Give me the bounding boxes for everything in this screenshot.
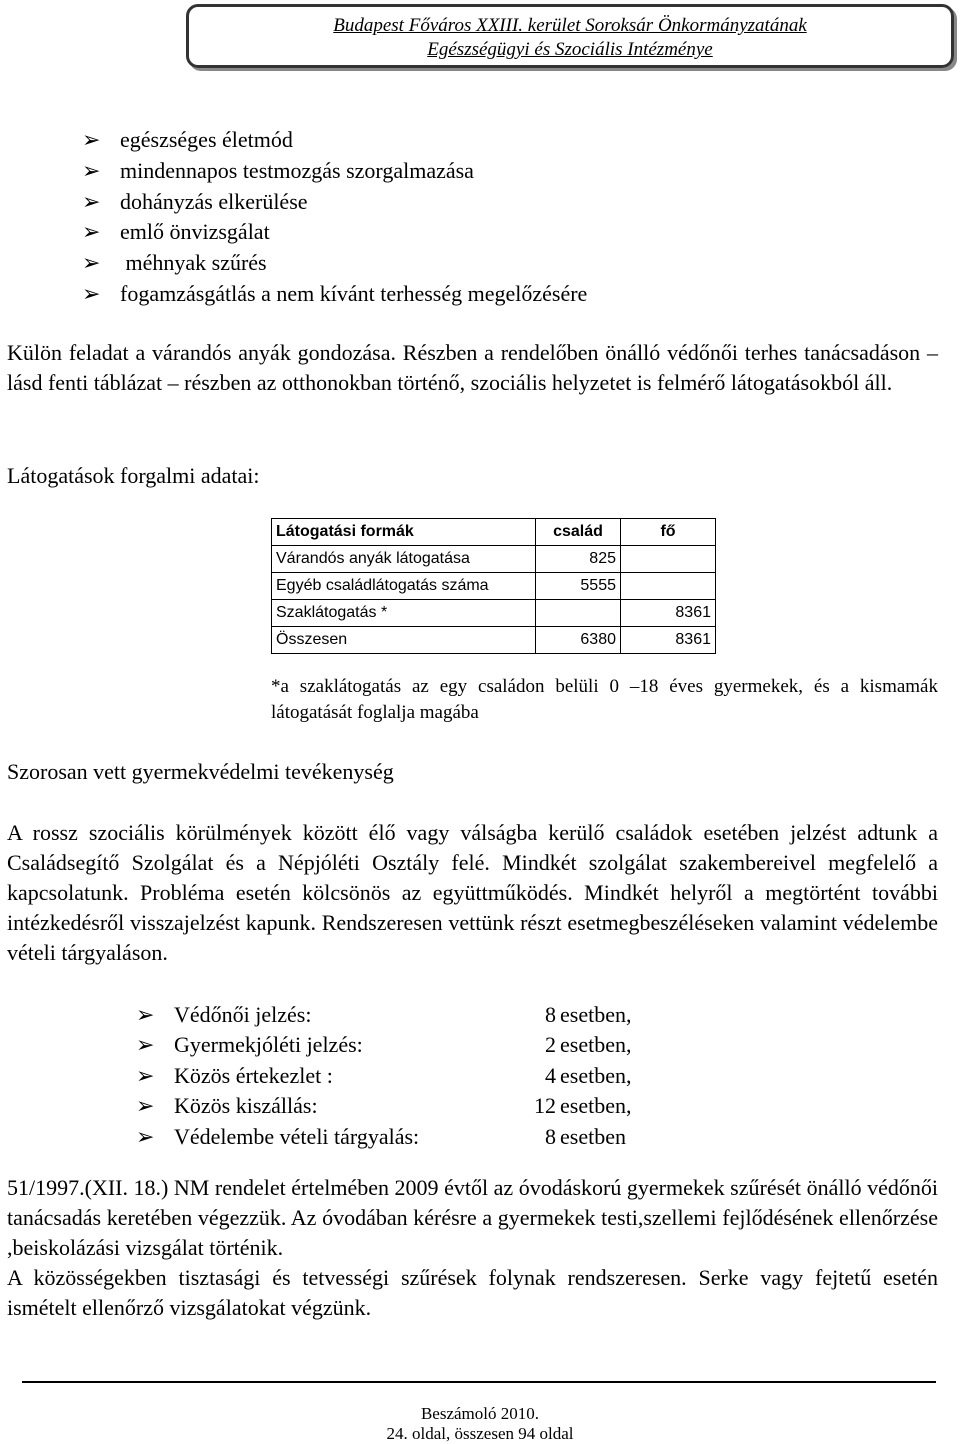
table-row (272, 627, 716, 654)
list-item: ➢ dohányzás elkerülése (82, 187, 587, 218)
document-header (186, 4, 954, 68)
footer-report-title: Beszámoló 2010. (420, 1404, 540, 1423)
header-line-2: Egészségügyi és Szociális Intézménye (427, 39, 713, 60)
arrow-bullet-icon: ➢ (82, 250, 101, 276)
table-cell: 6380 (536, 627, 621, 654)
visits-table (271, 518, 716, 654)
table-cell: 825 (536, 546, 621, 573)
list-item: ➢ mindennapos testmozgás szorgalmazása (82, 156, 587, 187)
table-cell: 5555 (536, 573, 621, 600)
table-cell: 8361 (621, 600, 716, 627)
list-item: ➢ méhnyak szűrés (82, 248, 587, 279)
arrow-bullet-icon: ➢ (136, 1123, 155, 1149)
arrow-bullet-icon: ➢ (82, 280, 101, 306)
arrow-bullet-icon: ➢ (82, 188, 101, 214)
footer-divider (22, 1381, 936, 1383)
table-cell: Várandós anyák látogatása (272, 546, 536, 573)
table-header-row (272, 519, 716, 546)
health-topics-list (82, 125, 587, 310)
child-protection-paragraph: A rossz szociális körülmények között élő vagy válságba kerülő családok esetében jelzést adtunk a Családsegítő Szolgálat és a Népjóléti Osztály felé. Mindkét szolgálat szakembereivel megfelelő a kapcsolatunk. Probléma esetén kölcsönös az együttműködés. Mindkét helyről a megtörtént további intézkedésről visszajelzést kapunk. Rendszeresen vettünk részt esetmegbeszéléseken valamint védelembe vételi tárgyaláson. (7, 820, 938, 965)
visits-table-footnote: *a szaklátogatás az egy családon belüli 0 –18 éves gyermekek, és a kismamák látogatását foglalja magába (271, 676, 938, 723)
column-header: fő (621, 519, 716, 546)
table-cell: Egyéb családlátogatás száma (272, 573, 536, 600)
arrow-bullet-icon: ➢ (136, 1032, 155, 1058)
table-cell: 8361 (621, 627, 716, 654)
arrow-bullet-icon: ➢ (82, 127, 101, 152)
arrow-bullet-icon: ➢ (82, 219, 101, 245)
column-header: Látogatási formák (272, 519, 536, 546)
hygiene-paragraph: A közösségekben tisztasági és tetvességi szűrések folynak rendszeresen. Serke vagy fejtetű esetén ismételt ellenőrző vizsgálatokat végzünk. (7, 1265, 938, 1320)
table-row (272, 600, 716, 627)
child-protection-heading: Szorosan vett gyermekvédelmi tevékenység (7, 759, 394, 784)
arrow-bullet-icon: ➢ (136, 1093, 155, 1119)
list-item: ➢ fogamzásgátlás a nem kívánt terhesség megelőzésére (82, 279, 587, 310)
header-line-1: Budapest Főváros XXIII. kerület Soroksár Önkormányzatának (333, 15, 807, 36)
list-item: ➢ emlő önvizsgálat (82, 217, 587, 248)
arrow-bullet-icon: ➢ (136, 1002, 155, 1027)
table-cell (536, 600, 621, 627)
pregnant-care-paragraph: Külön feladat a várandós anyák gondozása. Részben a rendelőben önálló védőnői terhes tanácsadáson – lásd fenti táblázat – részben az otthonokban történő, szociális helyzetet is felmérő látogatásokból áll. (7, 340, 938, 395)
table-row (272, 573, 716, 600)
table-cell: Szaklátogatás * (272, 600, 536, 627)
footer-page-number: 24. oldal, összesen 94 oldal (386, 1424, 574, 1443)
table-row (272, 546, 716, 573)
arrow-bullet-icon: ➢ (136, 1062, 155, 1088)
table-cell (621, 573, 716, 600)
arrow-bullet-icon: ➢ (82, 157, 101, 183)
visits-heading: Látogatások forgalmi adatai: (7, 463, 260, 488)
column-header: család (536, 519, 621, 546)
table-cell (621, 546, 716, 573)
list-item: ➢ egészséges életmód (82, 125, 587, 156)
table-cell: Összesen (272, 627, 536, 654)
kindergarten-paragraph: 51/1997.(XII. 18.) NM rendelet értelmében 2009 évtől az óvodáskorú gyermekek szűrését önálló védőnői tanácsadás keretében végezzük. Az óvodában kérésre a gyermekek testi,szellemi fejlődésének ellenőrzése ,beiskolázási vizsgálat történik. (7, 1175, 938, 1260)
